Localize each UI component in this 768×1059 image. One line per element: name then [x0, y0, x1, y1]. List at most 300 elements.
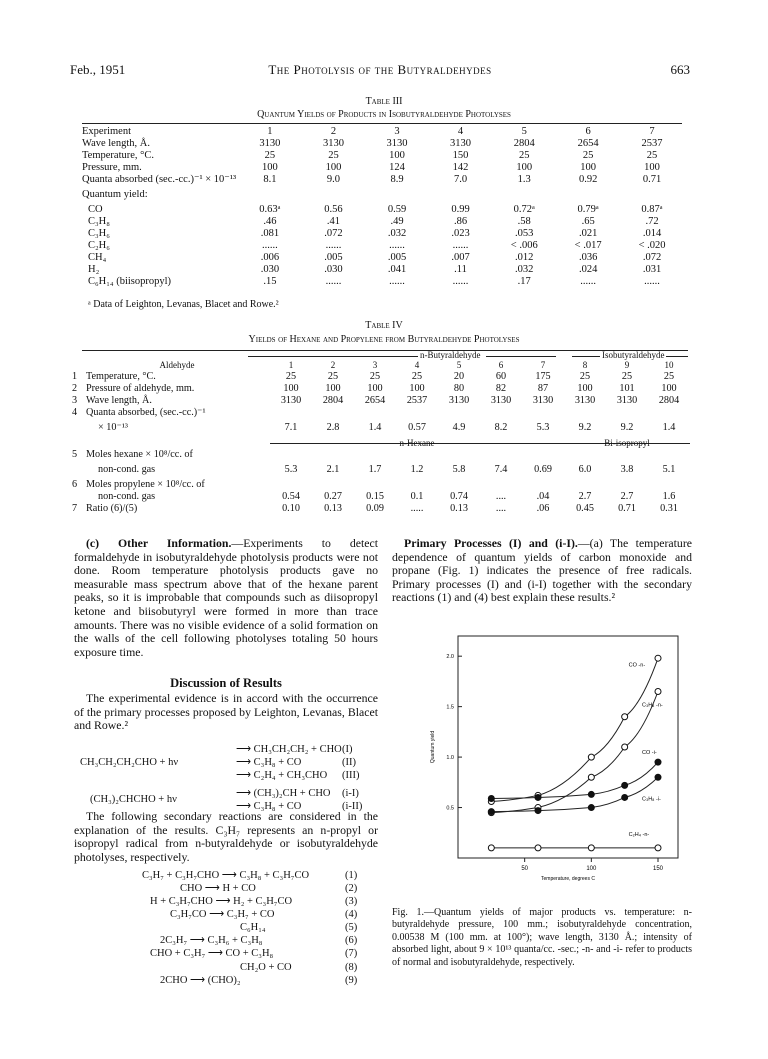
table4-col-number	[70, 359, 84, 371]
table3-cell: 124	[389, 162, 405, 173]
secondary-eq-number: (3)	[345, 896, 358, 907]
table4-cell: 100	[577, 383, 593, 394]
group-line-iso-r	[666, 356, 688, 357]
table3-row-label: C₃H₆	[88, 228, 110, 239]
table3-cell: 0.99	[451, 204, 470, 215]
table3-cell: 100	[262, 162, 278, 173]
table4-cell: 0.71	[618, 503, 636, 514]
table4-cell	[354, 479, 396, 491]
table3-cell: 100	[516, 162, 533, 173]
table4-cell: 25	[411, 371, 423, 382]
table4-cell: 80	[453, 383, 465, 394]
table3-cell: .17	[517, 276, 531, 287]
secondary-eq: CHO + C₃H₇ ⟶ CO + C₃H₈	[150, 948, 274, 959]
table4-cell: 25	[663, 371, 675, 382]
table4-cell	[564, 479, 606, 491]
table3-cell: 6	[585, 126, 591, 137]
table4-col-number: 1	[288, 360, 294, 370]
table3-cell: 2537	[641, 138, 663, 149]
table3-cell	[429, 186, 493, 204]
table3-row	[80, 126, 684, 138]
data-point	[588, 791, 594, 797]
table3-row	[80, 264, 684, 276]
x-tick-label: 50	[521, 866, 529, 872]
secondary-eq-number: (8)	[345, 962, 358, 973]
para-discussion	[74, 692, 378, 733]
primary-eq-number: (III)	[342, 770, 360, 781]
secondary-eq: H + C₃H₇CHO ⟶ H₂ + C₃H₇CO	[150, 896, 293, 907]
table4-cell: 5.1	[662, 464, 676, 475]
x-axis-label: Temperature, degrees C	[541, 876, 595, 882]
table3-cell: .072	[324, 228, 343, 239]
table3-cell: 2654	[577, 138, 599, 149]
secondary-eq-number: (5)	[345, 922, 358, 933]
group-line-iso-l	[572, 356, 600, 357]
table4-cell	[438, 479, 480, 491]
group-nbutyr: n-Butyraldehyde	[420, 350, 481, 360]
table3-cell: 0.87ᵃ	[641, 204, 663, 215]
table4-cell: 0.54	[282, 491, 300, 502]
table4-row-number: 7	[72, 503, 78, 514]
primary-eq-number: (i-I)	[342, 788, 359, 799]
table4-cell: 2.7	[620, 491, 634, 502]
table4-col-number: 10	[664, 360, 674, 370]
y-axis-label: Quantum yield	[430, 730, 436, 764]
table4-cell: 3130	[574, 395, 596, 406]
primary-eq-rhs: ⟶ CH₃CH₂CH₂ + CHO	[236, 744, 342, 755]
para-other-info	[74, 537, 378, 659]
table3-cell: .005	[387, 252, 407, 263]
primary-eq-number: (II)	[342, 757, 356, 768]
table4-cell	[480, 407, 522, 419]
table3-row	[80, 216, 684, 228]
table4-cell: 1.7	[368, 464, 382, 475]
table4-row	[70, 503, 690, 515]
para-secondary	[74, 810, 378, 864]
data-point	[488, 795, 494, 801]
table4-group-biiso: Bi-isopropyl	[564, 437, 690, 449]
data-point	[588, 754, 594, 760]
table3-rule	[82, 123, 682, 124]
table3-cell: .041	[387, 264, 407, 275]
x-tick-label: 100	[586, 866, 597, 872]
table4-cell: 1.2	[410, 464, 424, 475]
table3-cell: 3130	[386, 138, 408, 149]
table4-cell	[270, 479, 312, 491]
table4-cell: 2804	[322, 395, 344, 406]
table3-cell: 1	[267, 126, 273, 137]
table3-cell: 2	[330, 126, 337, 137]
table4-group-spacer	[70, 437, 270, 449]
secondary-eq: CHO ⟶ H + CO	[180, 883, 256, 894]
table3-cell	[492, 186, 556, 204]
data-point	[655, 655, 661, 661]
secondary-eq-number: (2)	[345, 883, 358, 894]
table4-cell: 25	[579, 371, 591, 382]
data-point	[655, 774, 661, 780]
table3-cell: .46	[263, 216, 277, 227]
table3-cell: 0.71	[642, 174, 662, 185]
data-point	[655, 845, 661, 851]
table3-cell: < .020	[638, 240, 666, 251]
table3-cell: 25	[328, 150, 339, 161]
table4-cell: 2.1	[326, 464, 340, 475]
table3-row-label: Quantum yield:	[82, 189, 148, 200]
table3-cell: .72	[645, 216, 659, 227]
table4-row-number	[70, 461, 84, 479]
secondary-eq-number: (4)	[345, 909, 358, 920]
table3-cell: 100	[580, 162, 596, 173]
table3-cell: .030	[324, 264, 343, 275]
table3-cell	[238, 186, 302, 204]
table4-cell	[648, 449, 690, 461]
table4-cell: 100	[325, 383, 341, 394]
table3-row	[80, 186, 684, 204]
table4-cell: 100	[367, 383, 383, 394]
table4-cell: 0.69	[534, 464, 552, 475]
table3-row	[80, 204, 684, 216]
table4-cell	[438, 407, 480, 419]
table4-cell: 0.31	[660, 503, 678, 514]
series-label: CO -n-	[628, 662, 646, 669]
table4-cell: 3130	[490, 395, 512, 406]
table4-cell: 1.6	[662, 491, 676, 502]
table4-row	[70, 479, 690, 491]
table3-cell: 25	[582, 150, 594, 161]
table4-cell: 0.74	[450, 491, 468, 502]
y-tick-label: 1.5	[446, 704, 454, 711]
table4-cell: 3130	[280, 395, 302, 406]
data-point	[535, 808, 541, 814]
figure-caption: Fig. 1.—Quantum yields of major products vs. temperature: n-butyraldehyde pressure, 100 mm.; isobutyraldehyde concentration, 0.00538 M (100 mm. at 100°); wave length, 3130 Å.; intensity of absorbed light, about 9 × 10¹³ quanta/cc. -sec.; -n- and -i- refer to products of normal and isobutyraldehyde, respectively.	[392, 907, 692, 968]
data-point	[488, 809, 494, 815]
table3-cell: .021	[578, 228, 598, 239]
table4-cell: 3130	[532, 395, 554, 406]
table3-cell: 3130	[259, 138, 281, 149]
table4-cell: 0.15	[366, 491, 384, 502]
table3-cell: .005	[324, 252, 343, 263]
table3-cell: 25	[518, 150, 530, 161]
table4-row-number	[70, 419, 84, 437]
para-primary-head: Primary Processes (I) and (i-I).	[404, 536, 578, 550]
table3-row-label: Wave length, Å.	[82, 138, 150, 149]
table3-cell	[365, 186, 429, 204]
table3-row-label: CH₄	[88, 252, 107, 263]
table3-title: Table III	[365, 96, 403, 107]
table4-cell	[312, 407, 354, 419]
table4-col-number: 2	[330, 360, 336, 370]
table4-row-label: × 10⁻¹³	[98, 422, 128, 433]
table3-cell: .036	[578, 252, 598, 263]
primary-eq-rhs: ⟶ C₃H₈ + CO	[236, 801, 302, 812]
table3-cell: ......	[389, 240, 405, 251]
data-point	[488, 845, 494, 851]
series-label: C₃H₈ -i-	[642, 796, 661, 803]
table4-aldehyde-label: Aldehyde	[159, 360, 195, 370]
table4-cell	[522, 479, 564, 491]
table4-cell	[606, 449, 648, 461]
table4-cell: 6.0	[578, 464, 592, 475]
data-point	[588, 774, 594, 780]
group-line-mid	[486, 356, 556, 357]
table3-cell: 3130	[322, 138, 344, 149]
table3-cell: .024	[578, 264, 598, 275]
table4-cell: 1.4	[368, 422, 382, 433]
table3-cell: 7.0	[453, 174, 468, 185]
table4-group-hexane: n-Hexane	[270, 437, 564, 449]
table3-row	[80, 228, 684, 240]
table4-cell: 25	[369, 371, 381, 382]
y-tick-label: 2.0	[446, 654, 454, 661]
para-secondary-text: The following secondary reactions are considered in the explanation of the results. C₃H₇ represents an n-propyl or isopropyl radical from n-butyraldehyde or isobutyraldehyde photolyses, respectively.	[74, 809, 378, 864]
series-label: C₃H₈ -n-	[642, 702, 663, 709]
table4-row-label: non-cond. gas	[98, 491, 156, 502]
table4-col-number: 6	[498, 360, 504, 370]
data-point	[622, 782, 628, 788]
table4-col-number: 3	[372, 360, 378, 370]
table3-cell: 142	[452, 162, 469, 173]
secondary-eq-number: (9)	[345, 975, 358, 986]
table4-cell: 5.3	[536, 422, 550, 433]
data-point	[622, 714, 628, 720]
table4-cell: 25	[327, 371, 339, 382]
table4-cell: 25	[285, 371, 297, 382]
table3-row-label: C₂H₆	[88, 240, 110, 251]
table4-row-label: Quanta absorbed, (sec.-cc.)⁻¹	[86, 407, 206, 418]
secondary-eq: C₃H₇CO ⟶ C₃H₇ + CO	[170, 909, 275, 920]
table3-row-label: Temperature, °C.	[82, 150, 154, 161]
table4-cell: 2.8	[326, 422, 340, 433]
table3-cell: 0.59	[387, 204, 407, 215]
data-point	[588, 805, 594, 811]
table3-row	[80, 252, 684, 264]
table4-row-number: 4	[72, 407, 78, 418]
table4-cell: 0.10	[282, 503, 300, 514]
table4-cell	[564, 407, 606, 419]
table4-row-label: Pressure of aldehyde, mm.	[86, 383, 195, 394]
table3-cell: 0.63ᵃ	[259, 204, 281, 215]
table4-row	[70, 407, 690, 419]
table3-cell: .053	[515, 228, 534, 239]
header-date: Feb., 1951	[70, 62, 126, 77]
table4-cell: 0.13	[450, 503, 468, 514]
page-number: 663	[670, 62, 690, 77]
table3-cell: 25	[264, 150, 276, 161]
table4-cell: 82	[495, 383, 507, 394]
table4-cell: 100	[283, 383, 299, 394]
table4-cell	[648, 407, 690, 419]
table4-cell: 3130	[448, 395, 470, 406]
table3-cell: 3130	[450, 138, 472, 149]
table4-title: Table IV	[365, 320, 403, 331]
group-isobutyr: Isobutyraldehyde	[602, 350, 665, 360]
table3-cell	[620, 186, 684, 204]
table4-cell: 1.4	[662, 422, 676, 433]
table4-cell: 8.2	[494, 422, 508, 433]
table3-cell: .65	[581, 216, 595, 227]
table3-row	[80, 150, 684, 162]
table3-cell: .007	[451, 252, 470, 263]
secondary-eq: C₆H₁₄	[240, 922, 266, 933]
table4-cell: 9.2	[578, 422, 592, 433]
table3-footnote: ᵃ Data of Leighton, Levanas, Blacet and Rowe.²	[88, 299, 279, 310]
data-point	[655, 759, 661, 765]
table4-cell: 7.1	[284, 422, 298, 433]
table4-cell	[480, 449, 522, 461]
table4-row-label: non-cond. gas	[98, 464, 156, 475]
table3-cell: 0.92	[578, 174, 598, 185]
table4-header-row	[70, 359, 690, 371]
table4-cell: 0.1	[410, 491, 424, 502]
table3-cell: ......	[452, 240, 469, 251]
table3-cell: ......	[580, 276, 596, 287]
table4-row-label: Moles hexane × 10⁸/cc. of	[86, 449, 193, 460]
table4-cell: 7.4	[494, 464, 508, 475]
para-discussion-text: The experimental evidence is in accord with the occurrence of the primary processes proposed by Leighton, Levanas, Blacet and Rowe.²	[74, 691, 378, 733]
table4-cell: .04	[536, 491, 550, 502]
table3-cell: .86	[453, 216, 468, 227]
table4-col-number: 9	[624, 360, 630, 370]
secondary-eq-number: (7)	[345, 948, 358, 959]
table4-cell: 2.7	[578, 491, 592, 502]
table4-cell: 25	[621, 371, 633, 382]
table4-col-number: 5	[456, 360, 462, 370]
table4-cell: 0.45	[576, 503, 594, 514]
table4-subtitle: Yields of Hexane and Propylene from Butyraldehyde Photolyses	[248, 334, 520, 345]
secondary-eq-number: (6)	[345, 935, 358, 946]
table3-cell: .49	[390, 216, 404, 227]
primary-eq-rhs: ⟶ C₃H₈ + CO	[236, 757, 302, 768]
table3-cell: .072	[642, 252, 662, 263]
table4-cell	[312, 449, 354, 461]
section-heading: Discussion of Results	[170, 676, 282, 690]
table4-row-number: 6	[72, 479, 78, 490]
table4-cell: 2537	[406, 395, 428, 406]
table3-cell: 5	[521, 126, 527, 137]
table4-cell: 20	[453, 371, 465, 382]
table4-cell: 3.8	[620, 464, 634, 475]
table3-cell: .58	[517, 216, 531, 227]
table3-cell: 0.56	[324, 204, 343, 215]
table4-row-number	[70, 491, 84, 503]
table4-cell	[564, 449, 606, 461]
table3-cell: ......	[325, 240, 342, 251]
primary-eq-lhs: (CH₃)₂CHCHO + hν	[90, 794, 177, 805]
table4-cell	[270, 449, 312, 461]
data-point	[535, 845, 541, 851]
table3-cell: .031	[642, 264, 662, 275]
table4-cell	[396, 479, 438, 491]
table3-cell: .41	[326, 216, 341, 227]
table3-cell: ......	[644, 276, 660, 287]
table4-cell: .06	[536, 503, 550, 514]
table3-cell: .030	[260, 264, 280, 275]
table4-row-label: Temperature, °C.	[86, 371, 156, 382]
table3-cell: 3	[394, 126, 400, 137]
table3-cell: ......	[389, 276, 405, 287]
table4-cell	[480, 479, 522, 491]
table4-row-label: Moles propylene × 10⁸/cc. of	[86, 479, 205, 490]
table3-cell: 9.0	[326, 174, 341, 185]
table4-cell: 5.8	[452, 464, 466, 475]
table3-cell: 4	[457, 126, 464, 137]
table4-cell: ....	[495, 491, 507, 502]
data-point	[588, 845, 594, 851]
table3-cell: 100	[389, 150, 405, 161]
table4-cell: .....	[410, 503, 424, 514]
primary-eq-lhs: CH₃CH₂CH₂CHO + hν	[80, 757, 179, 768]
table4-row	[70, 419, 690, 437]
table3-cell: 1.3	[517, 174, 531, 185]
series-line	[491, 762, 658, 798]
table4-cell: 100	[409, 383, 425, 394]
table3-cell: 25	[646, 150, 658, 161]
table3-row	[80, 138, 684, 150]
data-point	[622, 794, 628, 800]
table4-col-number: 4	[414, 360, 420, 370]
table4-cell	[522, 449, 564, 461]
table4-cell: 60	[495, 371, 507, 382]
para-primary-processes	[392, 537, 692, 605]
table3-cell: 8.9	[390, 174, 404, 185]
table4-cell	[354, 407, 396, 419]
table4-row	[70, 383, 690, 395]
table3-cell: .081	[260, 228, 280, 239]
table4-cell: ....	[495, 503, 507, 514]
series-label: C₂H₄ -n-	[628, 831, 650, 838]
table3-row-label: Quanta absorbed (sec.-cc.)⁻¹ × 10⁻¹³	[82, 174, 237, 185]
plot-frame	[458, 636, 678, 858]
table4-group-row	[70, 437, 690, 449]
table4-row-number: 5	[72, 449, 78, 460]
secondary-eq: C₃H₇ + C₃H₇CHO ⟶ C₃H₈ + C₃H₇CO	[142, 870, 310, 881]
table3-cell: ......	[325, 276, 342, 287]
table3-row	[80, 162, 684, 174]
table4-cell: 2654	[364, 395, 386, 406]
table4-rule	[82, 350, 688, 351]
table4-cell	[522, 407, 564, 419]
table4-row-label: Ratio (6)/(5)	[86, 503, 138, 514]
table4-cell	[312, 479, 354, 491]
table3-cell: ......	[452, 276, 469, 287]
table4-cell: 0.09	[366, 503, 384, 514]
primary-eq-number: (i-II)	[342, 801, 363, 812]
table3-cell	[556, 186, 620, 204]
table4-row	[70, 395, 690, 407]
table3-cell: 150	[452, 150, 469, 161]
table4-cell: 9.2	[620, 422, 634, 433]
table4-cell	[606, 479, 648, 491]
table4-col-number: 8	[582, 360, 588, 370]
table4-cell	[606, 407, 648, 419]
table3-cell: 2804	[513, 138, 535, 149]
table4-cell	[270, 407, 312, 419]
table3-row-label: H₂	[88, 264, 100, 275]
secondary-eq-number: (1)	[345, 870, 358, 881]
table3-cell: 100	[644, 162, 660, 173]
table3-cell: < .017	[574, 240, 602, 251]
table4-row-label: Wave length, Å.	[86, 395, 152, 406]
table3-row-label: CO	[88, 204, 103, 215]
table4-row	[70, 491, 690, 503]
y-tick-label: 1.0	[446, 755, 454, 762]
table3-cell: .012	[515, 252, 534, 263]
table3-cell: .023	[451, 228, 470, 239]
table3-row	[80, 240, 684, 252]
table3-cell: 100	[325, 162, 342, 173]
table4-cell: 175	[535, 371, 551, 382]
group-line-left	[248, 356, 418, 357]
